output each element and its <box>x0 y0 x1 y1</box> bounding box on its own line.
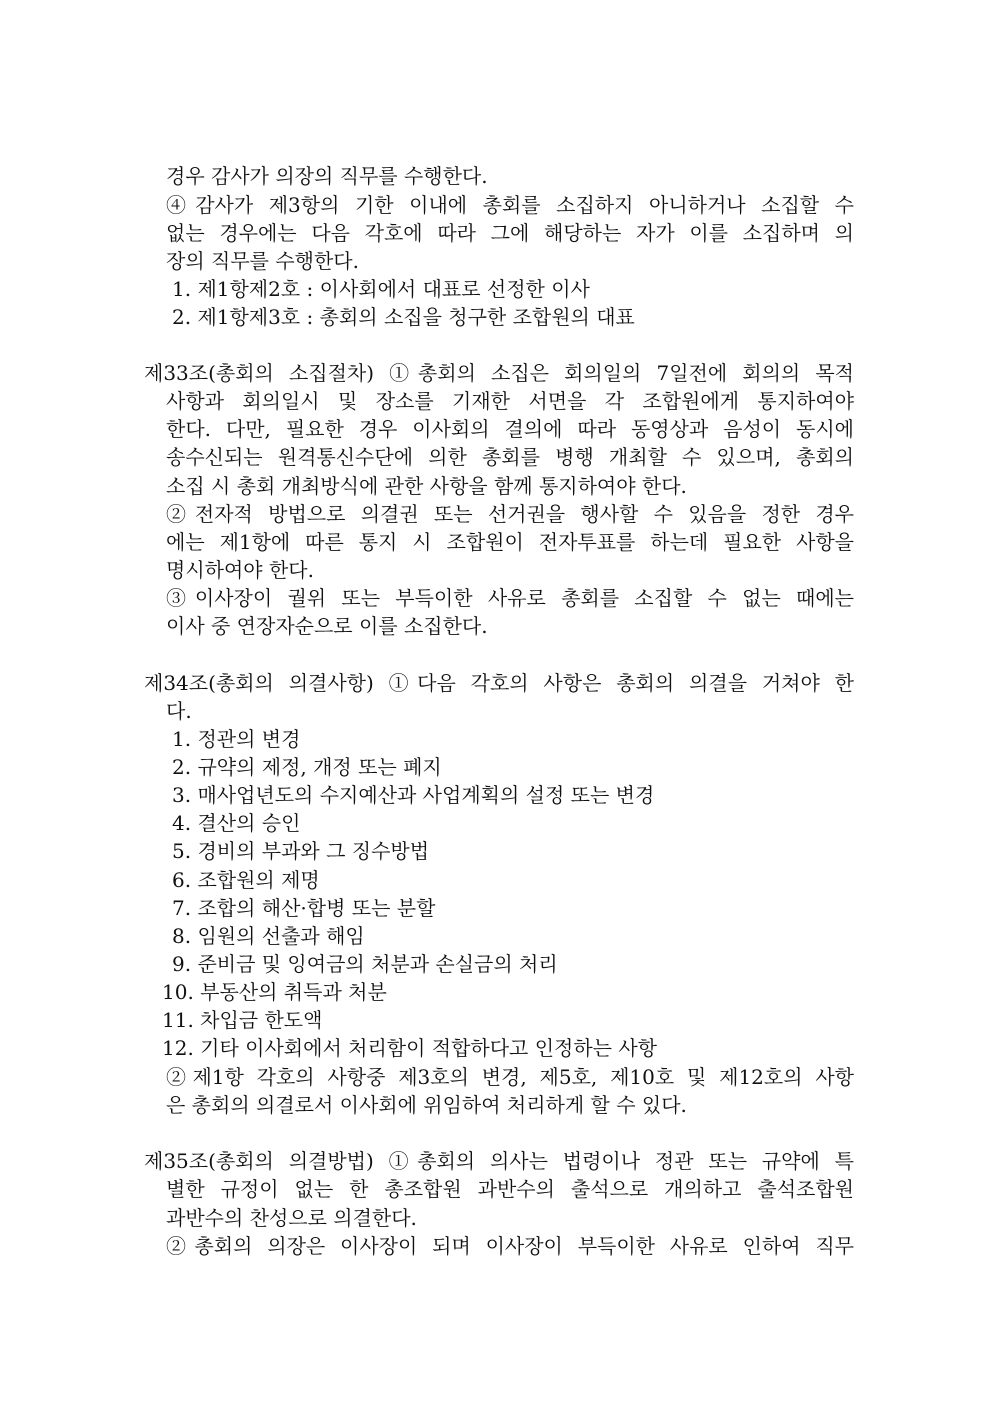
list-item: 11. 차입금 한도액 <box>162 1008 323 1032</box>
text-line: 별한 규정이 없는 한 총조합원 과반수의 출석으로 개의하고 출석조합원 <box>166 1177 854 1201</box>
text-line: 은 총회의 의결로서 이사회에 위임하여 처리하게 할 수 있다. <box>166 1093 687 1117</box>
text-line: 명시하여야 한다. <box>166 558 314 582</box>
list-item: 10. 부동산의 취득과 처분 <box>162 980 387 1004</box>
text-line: 사항과 회의일시 및 장소를 기재한 서면을 각 조합원에게 통지하여야 <box>166 389 854 413</box>
text-line: ③이사장이 궐위 또는 부득이한 사유로 총회를 소집할 수 없는 때에는 <box>166 586 854 610</box>
list-item: 4. 결산의 승인 <box>172 811 301 835</box>
article-heading-35: 제35조(총회의 의결방법) ①총회의 의사는 법령이나 정관 또는 규약에 특 <box>144 1149 854 1173</box>
list-item: 7. 조합의 해산·합병 또는 분할 <box>172 896 436 920</box>
text-line: ②전자적 방법으로 의결권 또는 선거권을 행사할 수 있음을 정한 경우 <box>166 502 854 526</box>
text-line: 경우 감사가 의장의 직무를 수행한다. <box>166 164 488 188</box>
list-item: 12. 기타 이사회에서 처리함이 적합하다고 인정하는 사항 <box>162 1036 657 1060</box>
text-line: ④감사가 제3항의 기한 이내에 총회를 소집하지 아니하거나 소집할 수 <box>166 193 854 217</box>
list-item: 2. 규약의 제정, 개정 또는 폐지 <box>172 755 442 779</box>
list-item: 1. 제1항제2호 : 이사회에서 대표로 선정한 이사 <box>172 277 590 301</box>
text-line: 이사 중 연장자순으로 이를 소집한다. <box>166 614 488 638</box>
list-item: 6. 조합원의 제명 <box>172 868 320 892</box>
article-heading-34: 제34조(총회의 의결사항) ①다음 각호의 사항은 총회의 의결을 거쳐야 한 <box>144 671 854 695</box>
article-heading-33: 제33조(총회의 소집절차) ①총회의 소집은 회의일의 7일전에 회의의 목적 <box>144 361 854 385</box>
text-line: 한다. 다만, 필요한 경우 이사회의 결의에 따라 동영상과 음성이 동시에 <box>166 417 854 441</box>
list-item: 8. 임원의 선출과 해임 <box>172 924 365 948</box>
text-line: 다. <box>166 699 192 723</box>
text-line: ②총회의 의장은 이사장이 되며 이사장이 부득이한 사유로 인하여 직무 <box>166 1234 854 1258</box>
text-line: 없는 경우에는 다음 각호에 따라 그에 해당하는 자가 이를 소집하며 의 <box>166 221 854 245</box>
list-item: 1. 정관의 변경 <box>172 727 301 751</box>
list-item: 3. 매사업년도의 수지예산과 사업계획의 설정 또는 변경 <box>172 783 655 807</box>
text-line: 송수신되는 원격통신수단에 의한 총회를 병행 개최할 수 있으며, 총회의 <box>166 445 854 469</box>
list-item: 5. 경비의 부과와 그 징수방법 <box>172 839 430 863</box>
list-item: 2. 제1항제3호 : 총회의 소집을 청구한 조합원의 대표 <box>172 305 635 329</box>
text-line: 에는 제1항에 따른 통지 시 조합원이 전자투표를 하는데 필요한 사항을 <box>166 530 854 554</box>
text-line: 장의 직무를 수행한다. <box>166 249 359 273</box>
text-line: 소집 시 총회 개최방식에 관한 사항을 함께 통지하여야 한다. <box>166 474 687 498</box>
text-line: 과반수의 찬성으로 의결한다. <box>166 1206 417 1230</box>
list-item: 9. 준비금 및 잉여금의 처분과 손실금의 처리 <box>172 952 558 976</box>
text-line: ②제1항 각호의 사항중 제3호의 변경, 제5호, 제10호 및 제12호의 사항 <box>166 1065 854 1089</box>
